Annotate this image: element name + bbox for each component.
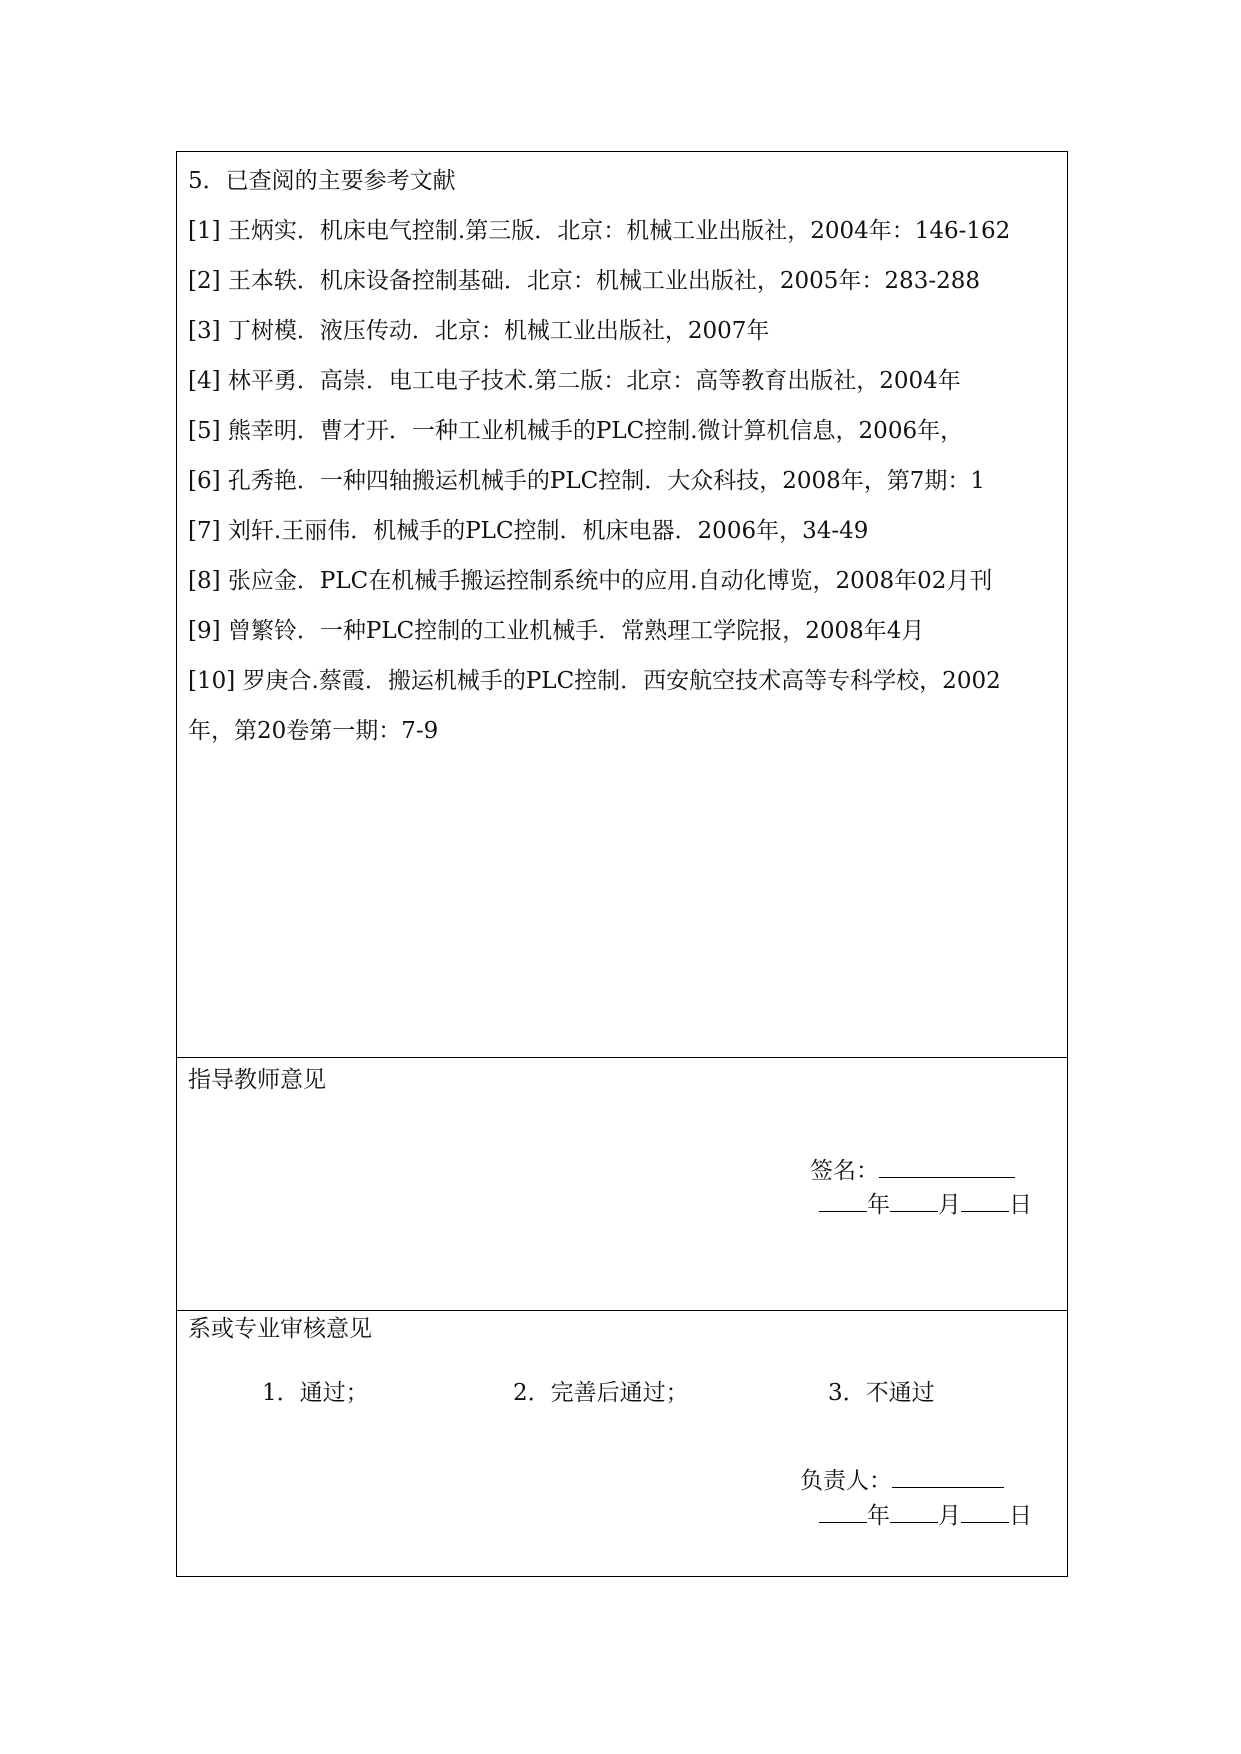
signature-label: 签名： [810,1158,879,1184]
reference-item: [2] 王本轶．机床设备控制基础．北京：机械工业出版社，2005年：283-288 [188,268,980,294]
month-label: 月 [938,1503,961,1529]
year-blank[interactable] [819,1189,867,1212]
reference-item: [8] 张应金．PLC在机械手搬运控制系统中的应用.自动化博览，2008年02月刊 [188,568,993,594]
review-date-row [819,1500,1032,1531]
department-review-section [177,1310,1067,1576]
reference-item: [3] 丁树模．液压传动．北京：机械工业出版社，2007年 [188,318,770,344]
year-blank[interactable] [819,1500,867,1523]
references-section [177,152,1067,1058]
option-pass-after-revision[interactable]: 2．完善后通过； [513,1380,689,1406]
day-label: 日 [1009,1503,1032,1529]
advisor-signature-row [810,1155,1015,1186]
month-blank[interactable] [890,1189,938,1212]
day-label: 日 [1009,1192,1032,1218]
month-label: 月 [938,1192,961,1218]
day-blank[interactable] [961,1500,1009,1523]
department-review-heading: 系或专业审核意见 [188,1316,372,1342]
advisor-opinion-section [177,1057,1067,1311]
reference-item: [1] 王炳实．机床电气控制.第三版．北京：机械工业出版社，2004年：146-162 [188,218,1011,244]
advisor-date-row [819,1189,1032,1220]
option-fail[interactable]: 3．不通过 [828,1380,935,1406]
day-blank[interactable] [961,1189,1009,1212]
reference-item: [9] 曾繁铃．一种PLC控制的工业机械手．常熟理工学院报，2008年4月 [188,618,925,644]
reference-item: [5] 熊幸明．曹才开．一种工业机械手的PLC控制.微计算机信息，2006年， [188,418,964,444]
advisor-opinion-heading: 指导教师意见 [188,1067,326,1093]
year-label: 年 [867,1192,890,1218]
responsible-blank[interactable] [892,1465,1004,1488]
references-heading: 5．已查阅的主要参考文献 [188,168,456,194]
responsible-signature-row [800,1465,1004,1496]
reference-item: [4] 林平勇．高崇．电工电子技术.第二版：北京：高等教育出版社，2004年 [188,368,961,394]
reference-item-continuation: 年，第20卷第一期：7-9 [188,718,439,744]
reference-item: [10] 罗庚合.蔡霞．搬运机械手的PLC控制．西安航空技术高等专科学校，2002 [188,668,1001,694]
month-blank[interactable] [890,1500,938,1523]
responsible-label: 负责人： [800,1468,892,1494]
option-pass[interactable]: 1．通过； [262,1380,369,1406]
proposal-form-table [176,151,1068,1577]
reference-item: [7] 刘轩.王丽伟．机械手的PLC控制．机床电器．2006年，34-49 [188,518,869,544]
year-label: 年 [867,1503,890,1529]
signature-blank[interactable] [879,1155,1015,1178]
reference-item: [6] 孔秀艳．一种四轴搬运机械手的PLC控制．大众科技，2008年，第7期：1 [188,468,986,494]
